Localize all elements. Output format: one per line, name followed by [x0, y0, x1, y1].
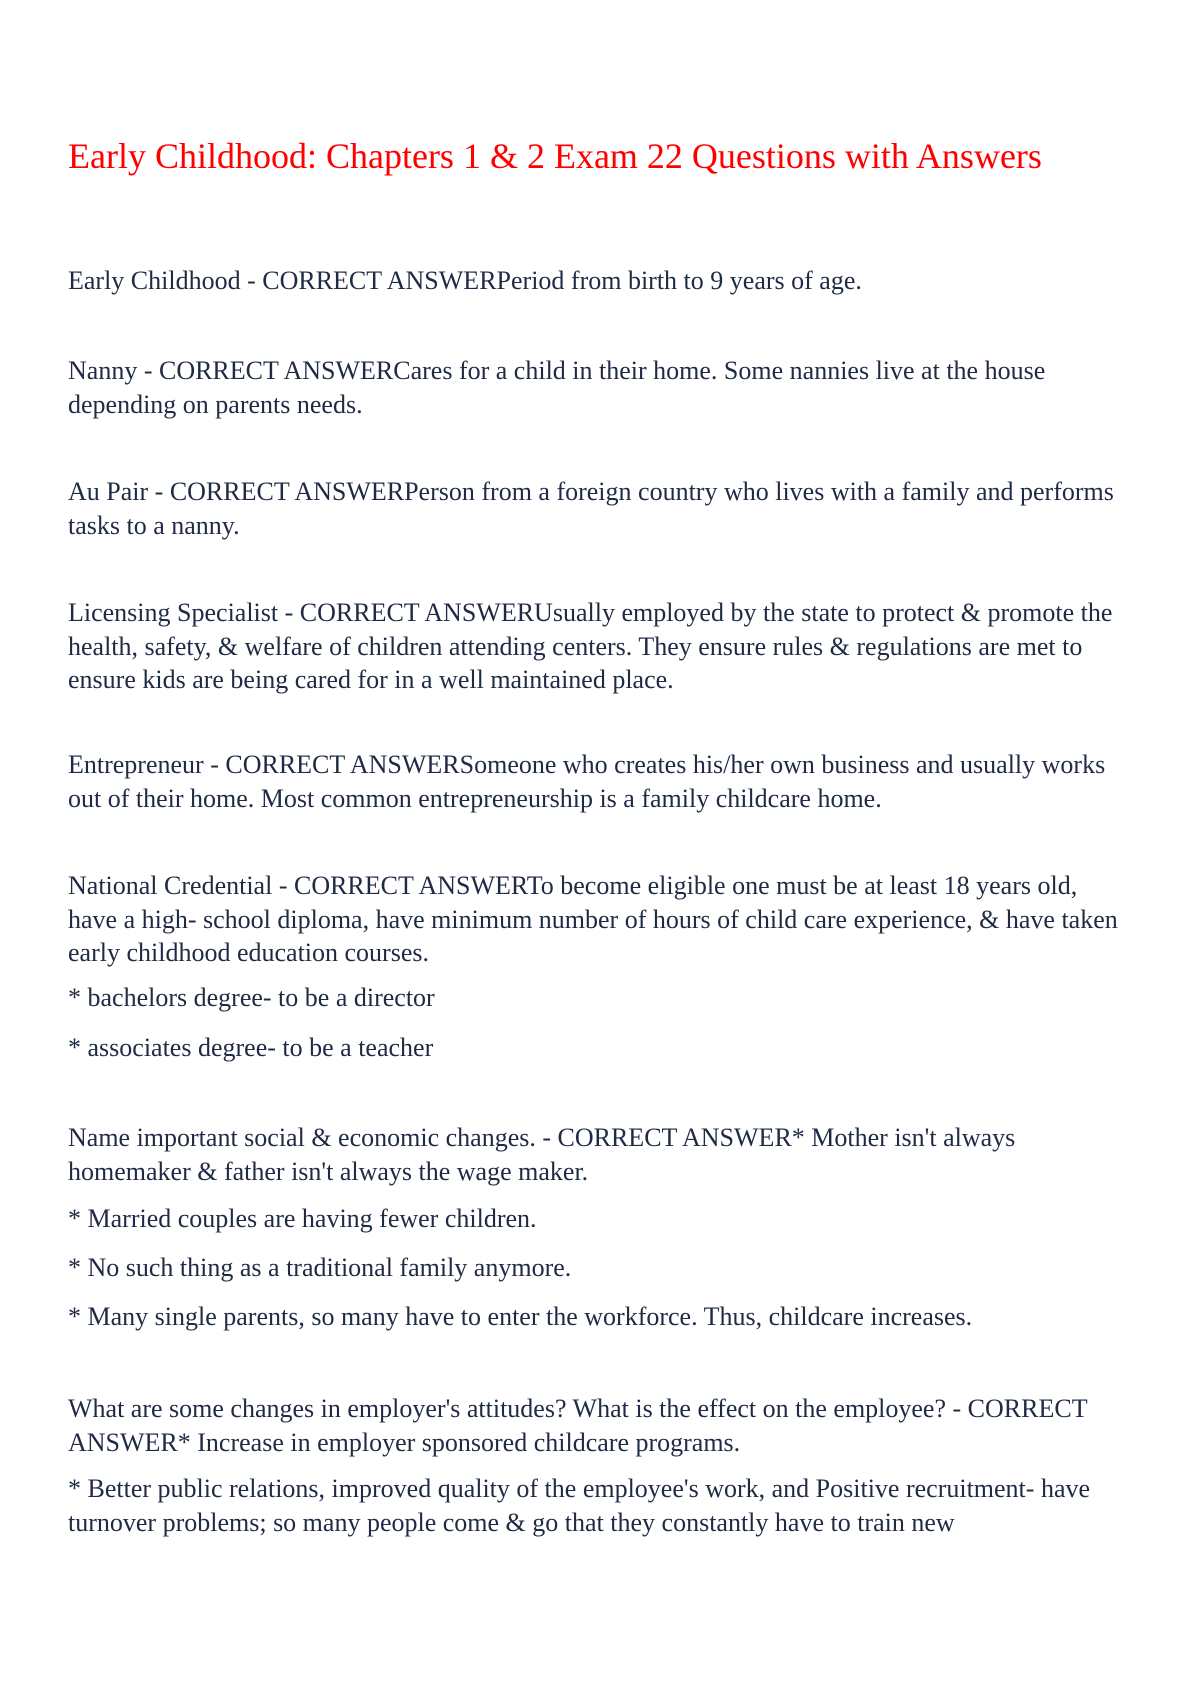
- qa-entrepreneur: Entrepreneur - CORRECT ANSWERSomeone who creates his/her own business and usually works out of their home. Most common entrepreneurship is a family childcare home.: [68, 750, 1106, 813]
- qa-au-pair: Au Pair - CORRECT ANSWERPerson from a foreign country who lives with a family and performs tasks to a nanny.: [68, 477, 1114, 540]
- list-item-fewer-children: * Married couples are having fewer children.: [68, 1204, 537, 1233]
- qa-early-childhood: Early Childhood - CORRECT ANSWERPeriod from birth to 9 years of age.: [68, 266, 862, 295]
- qa-nanny: Nanny - CORRECT ANSWERCares for a child in their home. Some nannies live at the house depending on parents needs.: [68, 356, 1046, 419]
- qa-employer-attitudes: What are some changes in employer's attitudes? What is the effect on the employee? - CORRECT ANSWER* Increase in employer sponsored childcare programs.: [68, 1394, 1088, 1457]
- list-item-traditional-family: * No such thing as a traditional family anymore.: [68, 1253, 572, 1282]
- qa-licensing-specialist: Licensing Specialist - CORRECT ANSWERUsually employed by the state to protect & promote the health, safety, & welfare of children attending centers. They ensure rules & regulations are met to ensure kids are being cared for in a well maintained place.: [68, 598, 1113, 694]
- qa-national-credential: National Credential - CORRECT ANSWERTo become eligible one must be at least 18 years old, have a high- school diploma, have minimum number of hours of child care experience, & have taken early childhood education courses.: [68, 871, 1118, 967]
- list-item-associates: * associates degree- to be a teacher: [68, 1033, 434, 1062]
- list-item-public-relations: * Better public relations, improved quality of the employee's work, and Positive recruitment- have turnover problems; so many people come & go that they constantly have to train new: [68, 1474, 1091, 1537]
- document-title: Early Childhood: Chapters 1 & 2 Exam 22 Questions with Answers: [68, 136, 1042, 176]
- list-item-bachelors: * bachelors degree- to be a director: [68, 983, 435, 1012]
- list-item-single-parents: * Many single parents, so many have to enter the workforce. Thus, childcare increases.: [68, 1302, 973, 1331]
- qa-social-economic-changes: Name important social & economic changes. - CORRECT ANSWER* Mother isn't always homemaker & father isn't always the wage maker.: [68, 1123, 1016, 1186]
